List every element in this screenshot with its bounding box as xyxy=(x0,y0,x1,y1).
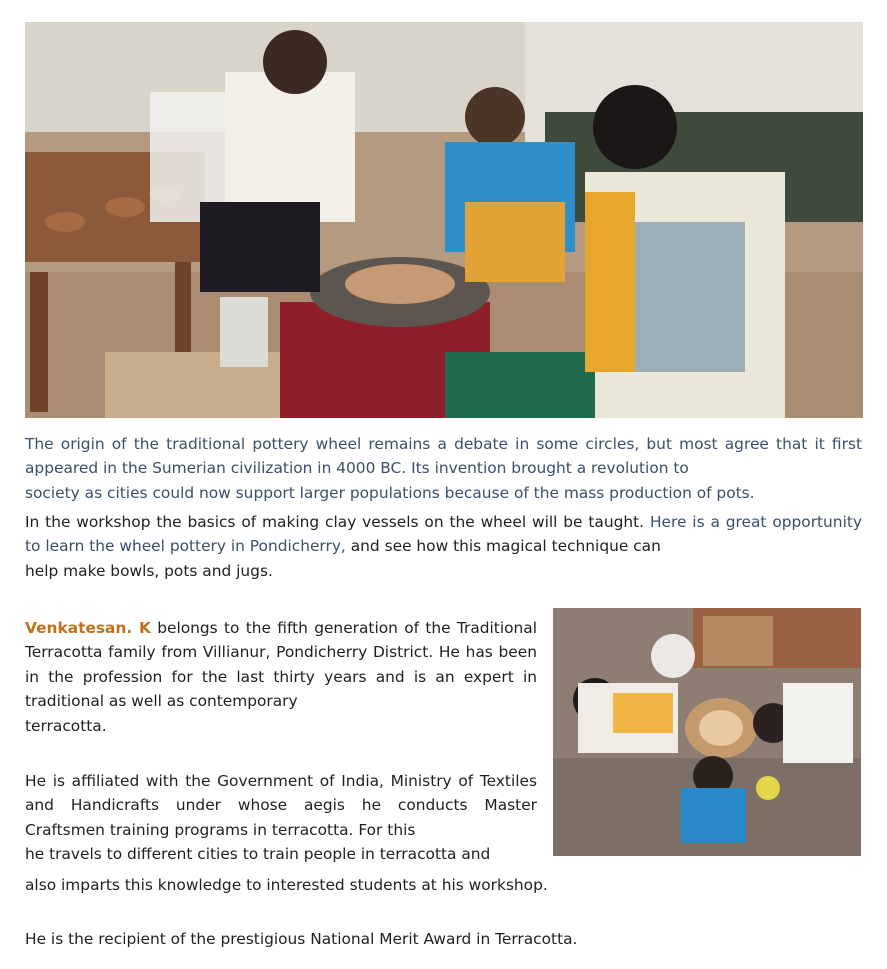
pottery-wheel-photo xyxy=(25,22,863,418)
intro-paragraph xyxy=(25,432,862,505)
award-paragraph xyxy=(25,927,725,951)
group-workshop-photo xyxy=(553,608,861,856)
bio-paragraph xyxy=(25,616,537,738)
bio-last-line: terracotta. xyxy=(25,716,107,735)
artisan-name: Venkatesan. K xyxy=(25,619,151,637)
affiliation-last-text: also imparts this knowledge to interested students at his workshop. xyxy=(25,876,548,894)
bio-text: belongs to the fifth generation of the Traditional Terracotta family from Villianur, Pondicherry District. He has been in the profession for the last thirty years and is an expert in traditional as well as contemporary xyxy=(25,619,537,711)
workshop-last-line: help make bowls, pots and jugs. xyxy=(25,561,273,580)
affiliation-paragraph xyxy=(25,769,537,867)
affiliation-last-line xyxy=(25,873,645,897)
award-text: He is the recipient of the prestigious National Merit Award in Terracotta. xyxy=(25,930,578,948)
workshop-text-c: and see how this magical technique can xyxy=(350,537,661,556)
affiliation-text: He is affiliated with the Government of India, Ministry of Textiles and Handicrafts under whose aegis he conducts Master Craftsmen training programs in terracotta. For this xyxy=(25,772,537,839)
intro-text: The origin of the traditional pottery wheel remains a debate in some circles, but most agree that it first appeared in the Sumerian civilization in 4000 BC. Its invention brought a revolution to xyxy=(25,435,862,478)
intro-last-line: society as cities could now support larger populations because of the mass production of pots. xyxy=(25,483,755,502)
affiliation-line-4: he travels to different cities to train people in terracotta and xyxy=(25,845,491,864)
workshop-paragraph xyxy=(25,510,862,583)
workshop-text-b: Here is a great opportunity to learn the wheel pottery in Pondicherry, xyxy=(25,513,862,556)
workshop-text-a: In the workshop the basics of making clay vessels on the wheel will be taught. xyxy=(25,513,645,531)
